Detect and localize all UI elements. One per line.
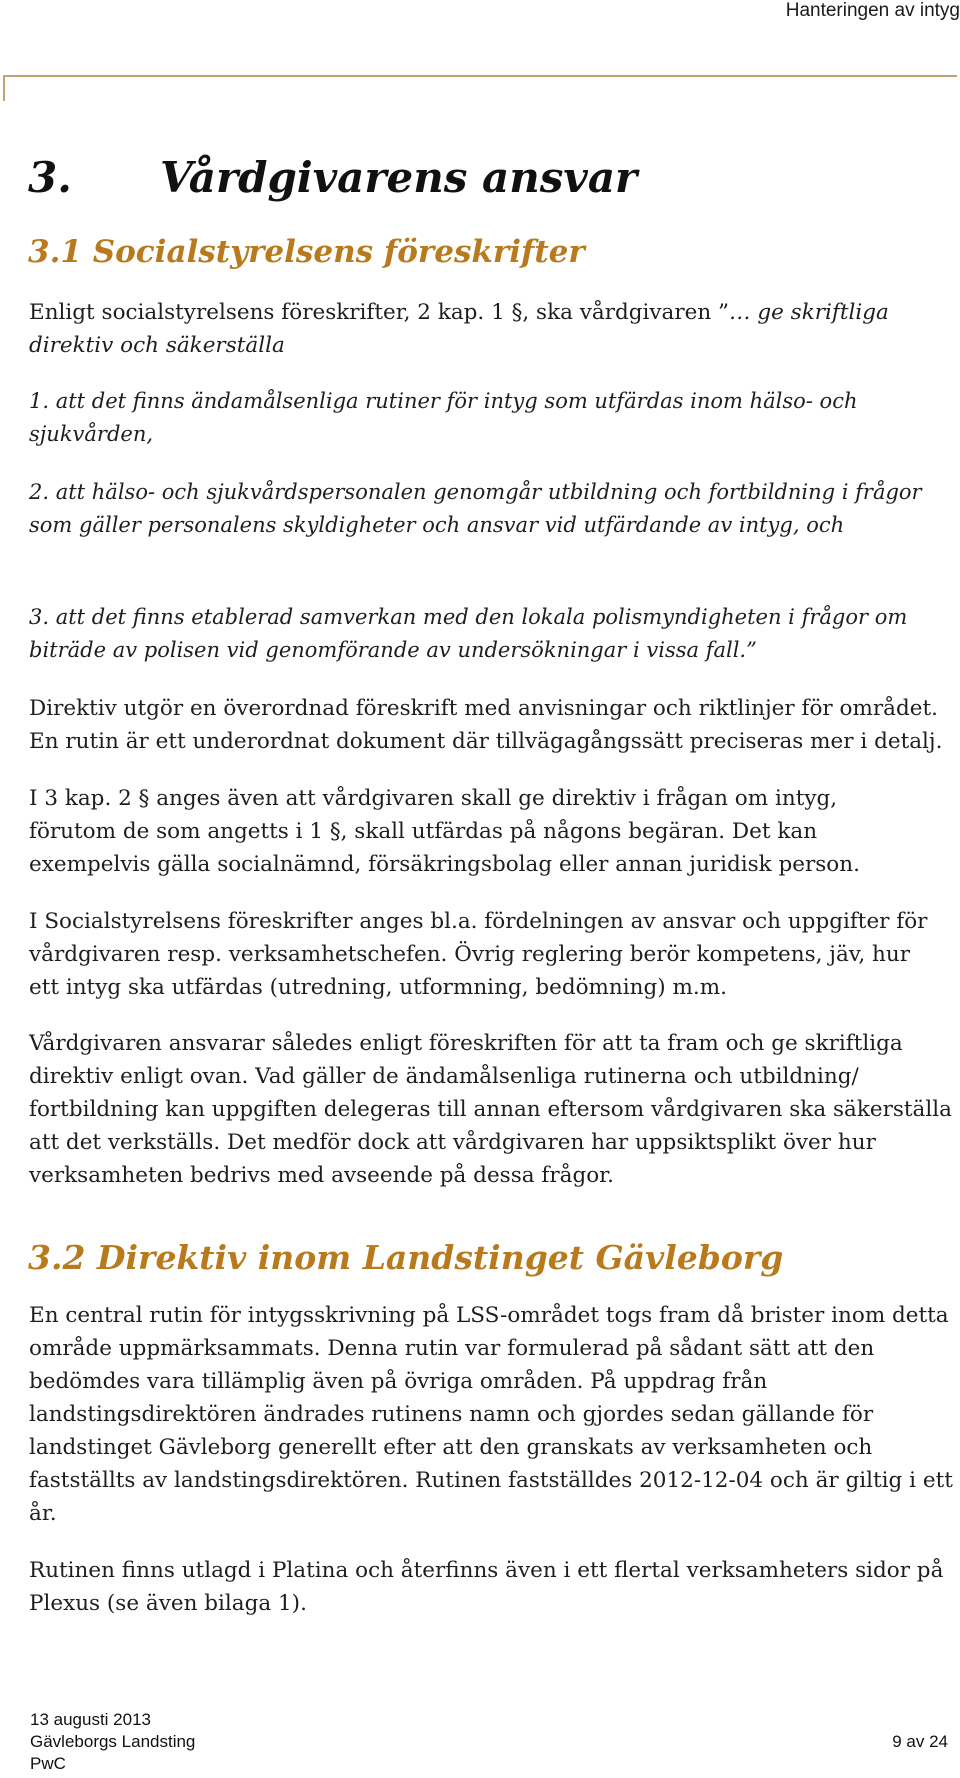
- running-header: Hanteringen av intyg: [785, 0, 960, 21]
- footer-left: [30, 1709, 195, 1775]
- list-item-1: 1. att det finns ändamålsenliga rutiner för intyg som utfärdas inom hälso- och sjukvården,: [29, 389, 858, 446]
- header-rule: [3, 75, 957, 77]
- footer-organization: Gävleborgs Landsting: [30, 1732, 196, 1751]
- paragraph-central-rutin: En central rutin för intygsskrivning på LSS-området togs fram då brister inom detta område uppmärksammats. Denna rutin var formulerad på sådant sätt att den bedömdes vara tillämplig även på övriga områden. På uppdrag från landstingsdirektören ändrades rutinens namn och gjordes sedan gällande för landstinget Gävleborg generellt efter att den granskats av verksamheten och fastställts av landstingsdirektören. Rutinen fastställdes 2012-12-04 och är giltig i ett år.: [29, 1303, 953, 1526]
- header-rule-tick: [3, 75, 5, 101]
- section-heading-3-1: 3.1 Socialstyrelsens föreskrifter: [28, 234, 585, 270]
- footer-page-number: 9 av 24: [892, 1732, 948, 1751]
- paragraph-ansvarar: Vårdgivaren ansvarar således enligt föreskriften för att ta fram och ge skriftliga direktiv enligt ovan. Vad gäller de ändamålsenliga rutinerna och utbildning/ fortbildning kan uppgiften delegeras till annan eftersom vårdgivaren ska säkerställa att det verkställs. Det medför dock att vårdgivaren har uppsiktsplikt över hur verksamheten bedrivs med avseende på dessa frågor.: [29, 1031, 952, 1188]
- intro-paragraph: [29, 296, 929, 362]
- list-item-3: 3. att det finns etablerad samverkan med den lokala polismyndigheten i frågor om biträde av polisen vid genomförande av undersökningar i vissa fall.”: [29, 605, 908, 662]
- chapter-title: Vårdgivarens ansvar: [160, 153, 638, 202]
- paragraph-direktiv: Direktiv utgör en överordnad föreskrift med anvisningar och riktlinjer för området. En rutin är ett underordnat dokument där tillvägagångssätt preciseras mer i detalj.: [29, 696, 943, 754]
- chapter-number: 3.: [28, 153, 72, 202]
- list-item-2: 2. att hälso- och sjukvårdspersonalen genomgår utbildning och fortbildning i frågor som gäller personalens skyldigheter och ansvar vid utfärdande av intyg, och: [29, 480, 922, 537]
- intro-text: Enligt socialstyrelsens föreskrifter, 2 kap. 1 §, ska vårdgivaren ”: [29, 300, 730, 325]
- paragraph-platina: Rutinen finns utlagd i Platina och återfinns även i ett flertal verksamheters sidor på Plexus (se även bilaga 1).: [29, 1558, 944, 1616]
- footer-date: 13 augusti 2013: [30, 1710, 151, 1729]
- chapter-heading: [28, 153, 637, 202]
- section-heading-3-2: 3.2 Direktiv inom Landstinget Gävleborg: [28, 1238, 784, 1277]
- paragraph-3-kap: I 3 kap. 2 § anges även att vårdgivaren skall ge direktiv i frågan om intyg, förutom de som angetts i 1 §, skall utfärdas på någons begäran. Det kan exempelvis gälla socialnämnd, försäkringsbolag eller annan juridisk person.: [29, 786, 860, 877]
- footer-firm: PwC: [30, 1754, 66, 1773]
- intro-quote: … ge skriftliga direktiv och säkerställa: [29, 300, 889, 358]
- paragraph-fordelning: I Socialstyrelsens föreskrifter anges bl.a. fördelningen av ansvar och uppgifter för vårdgivaren resp. verksamhetschefen. Övrig reglering berör kompetens, jäv, hur ett intyg ska utfärdas (utredning, utformning, bedömning) m.m.: [29, 909, 928, 1000]
